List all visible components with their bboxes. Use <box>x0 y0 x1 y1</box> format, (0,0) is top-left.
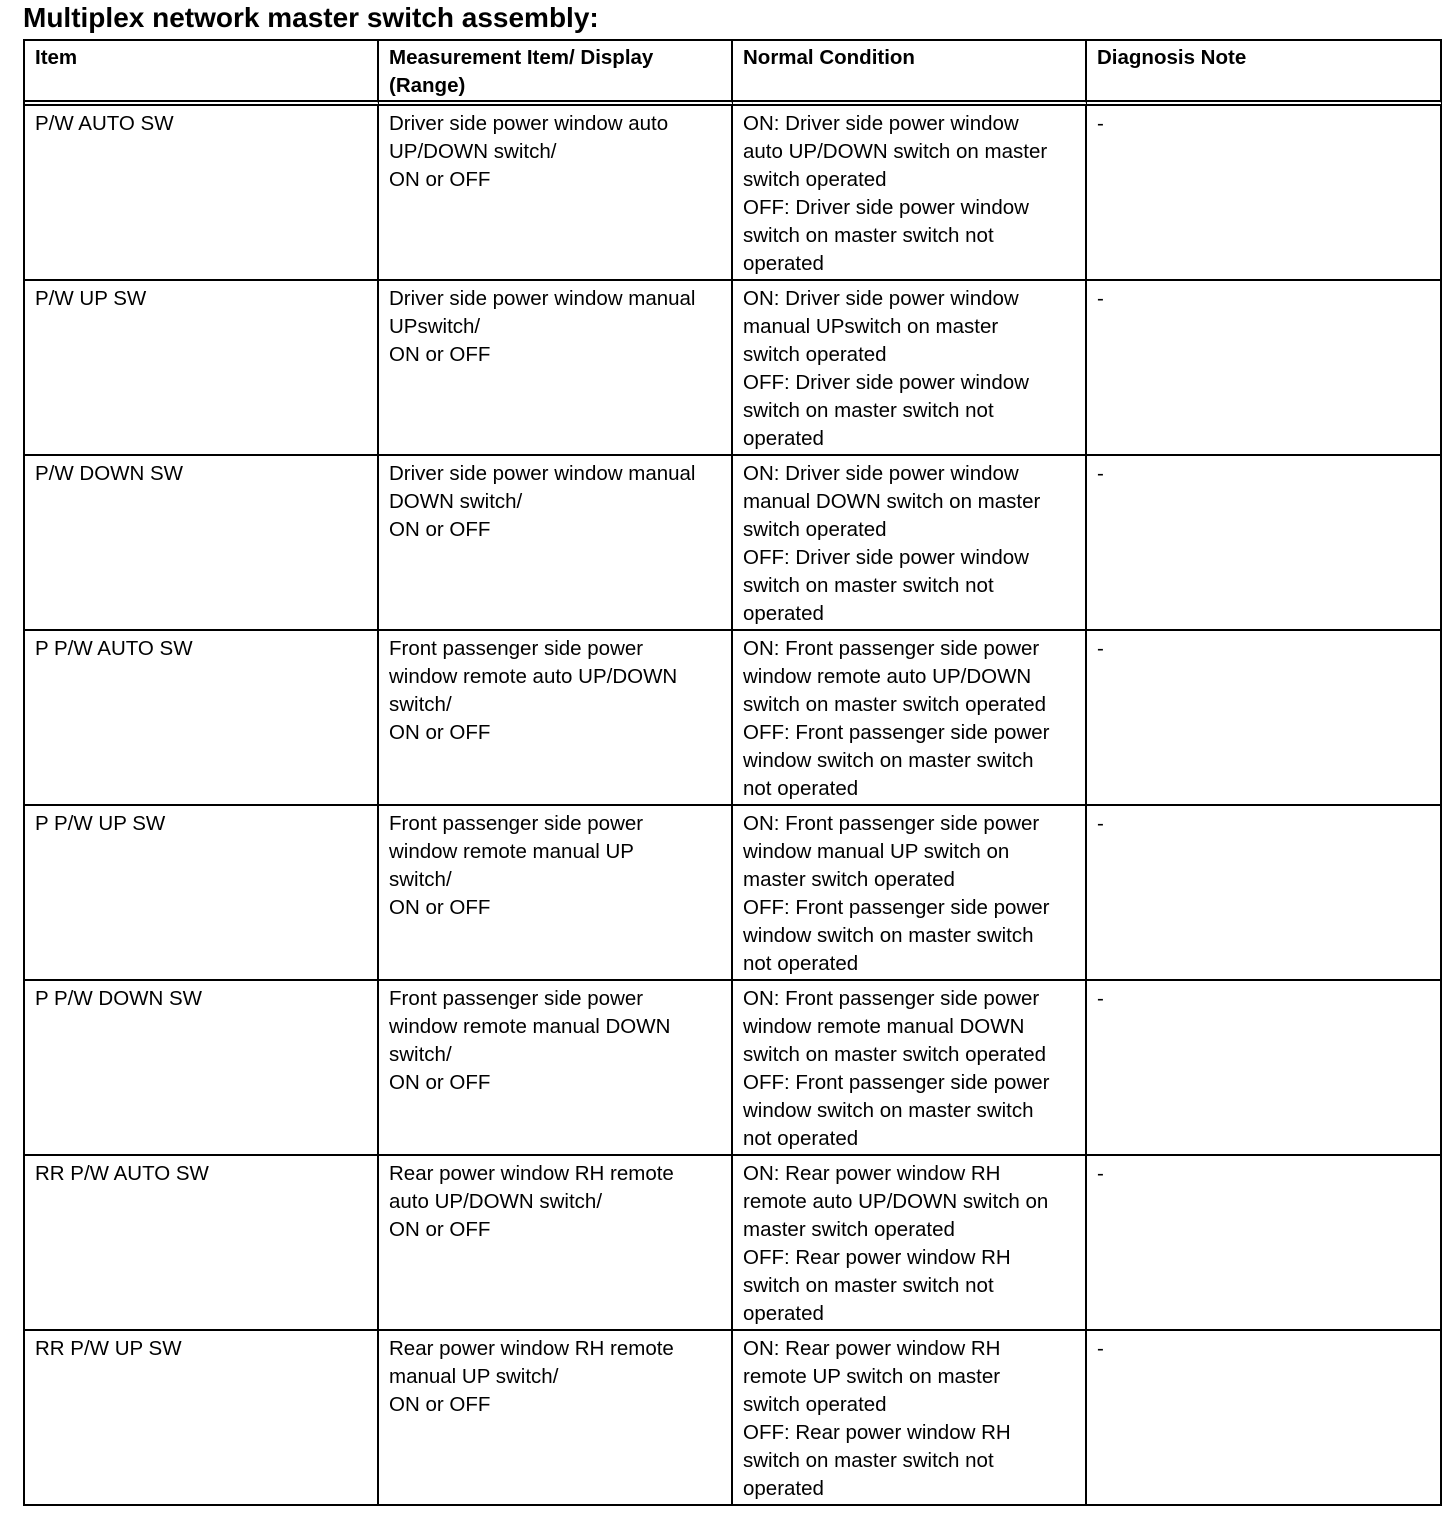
column-header-diagnosis-note: Diagnosis Note <box>1087 41 1442 106</box>
cell-normal-condition: ON: Driver side power window manual DOWN switch on master switch operated OFF: Driver side power window switch on master switch not operated <box>733 456 1087 631</box>
table-row <box>25 1156 1442 1331</box>
cell-item: P P/W DOWN SW <box>25 981 379 1156</box>
cell-diagnosis-note: - <box>1087 981 1442 1156</box>
column-header-measurement: Measurement Item/ Display (Range) <box>379 41 733 106</box>
cell-normal-condition: ON: Driver side power window auto UP/DOWN switch on master switch operated OFF: Driver side power window switch on master switch not operated <box>733 106 1087 281</box>
column-header-item: Item <box>25 41 379 106</box>
cell-normal-condition: ON: Rear power window RH remote auto UP/DOWN switch on master switch operated OFF: Rear power window RH switch on master switch not operated <box>733 1156 1087 1331</box>
cell-measurement: Driver side power window manual DOWN switch/ ON or OFF <box>379 456 733 631</box>
cell-measurement: Driver side power window manual UPswitch/ ON or OFF <box>379 281 733 456</box>
cell-diagnosis-note: - <box>1087 456 1442 631</box>
cell-item: P/W UP SW <box>25 281 379 456</box>
cell-diagnosis-note: - <box>1087 631 1442 806</box>
cell-normal-condition: ON: Front passenger side power window remote auto UP/DOWN switch on master switch operated OFF: Front passenger side power window switch on master switch not operated <box>733 631 1087 806</box>
table-row <box>25 281 1442 456</box>
table-row <box>25 106 1442 281</box>
cell-item: RR P/W UP SW <box>25 1331 379 1506</box>
table-row <box>25 806 1442 981</box>
cell-normal-condition: ON: Front passenger side power window remote manual DOWN switch on master switch operated OFF: Front passenger side power window switch on master switch not operated <box>733 981 1087 1156</box>
table-row <box>25 981 1442 1156</box>
table-row <box>25 631 1442 806</box>
table-row <box>25 1331 1442 1506</box>
cell-measurement: Rear power window RH remote auto UP/DOWN switch/ ON or OFF <box>379 1156 733 1331</box>
diagnosis-table <box>23 39 1442 1506</box>
cell-item: P P/W UP SW <box>25 806 379 981</box>
page-title: Multiplex network master switch assembly: <box>23 2 599 33</box>
cell-item: P/W DOWN SW <box>25 456 379 631</box>
cell-measurement: Driver side power window auto UP/DOWN switch/ ON or OFF <box>379 106 733 281</box>
cell-normal-condition: ON: Driver side power window manual UPswitch on master switch operated OFF: Driver side power window switch on master switch not operated <box>733 281 1087 456</box>
table-header-row <box>25 41 1442 106</box>
column-header-normal-condition: Normal Condition <box>733 41 1087 106</box>
cell-item: P/W AUTO SW <box>25 106 379 281</box>
cell-item: P P/W AUTO SW <box>25 631 379 806</box>
cell-measurement: Rear power window RH remote manual UP switch/ ON or OFF <box>379 1331 733 1506</box>
cell-normal-condition: ON: Front passenger side power window manual UP switch on master switch operated OFF: Front passenger side power window switch on master switch not operated <box>733 806 1087 981</box>
table-body <box>25 106 1442 1506</box>
cell-diagnosis-note: - <box>1087 1331 1442 1506</box>
cell-measurement: Front passenger side power window remote manual UP switch/ ON or OFF <box>379 806 733 981</box>
cell-normal-condition: ON: Rear power window RH remote UP switch on master switch operated OFF: Rear power window RH switch on master switch not operated <box>733 1331 1087 1506</box>
cell-measurement: Front passenger side power window remote manual DOWN switch/ ON or OFF <box>379 981 733 1156</box>
cell-diagnosis-note: - <box>1087 1156 1442 1331</box>
table-row <box>25 456 1442 631</box>
cell-item: RR P/W AUTO SW <box>25 1156 379 1331</box>
cell-measurement: Front passenger side power window remote auto UP/DOWN switch/ ON or OFF <box>379 631 733 806</box>
cell-diagnosis-note: - <box>1087 806 1442 981</box>
cell-diagnosis-note: - <box>1087 106 1442 281</box>
cell-diagnosis-note: - <box>1087 281 1442 456</box>
